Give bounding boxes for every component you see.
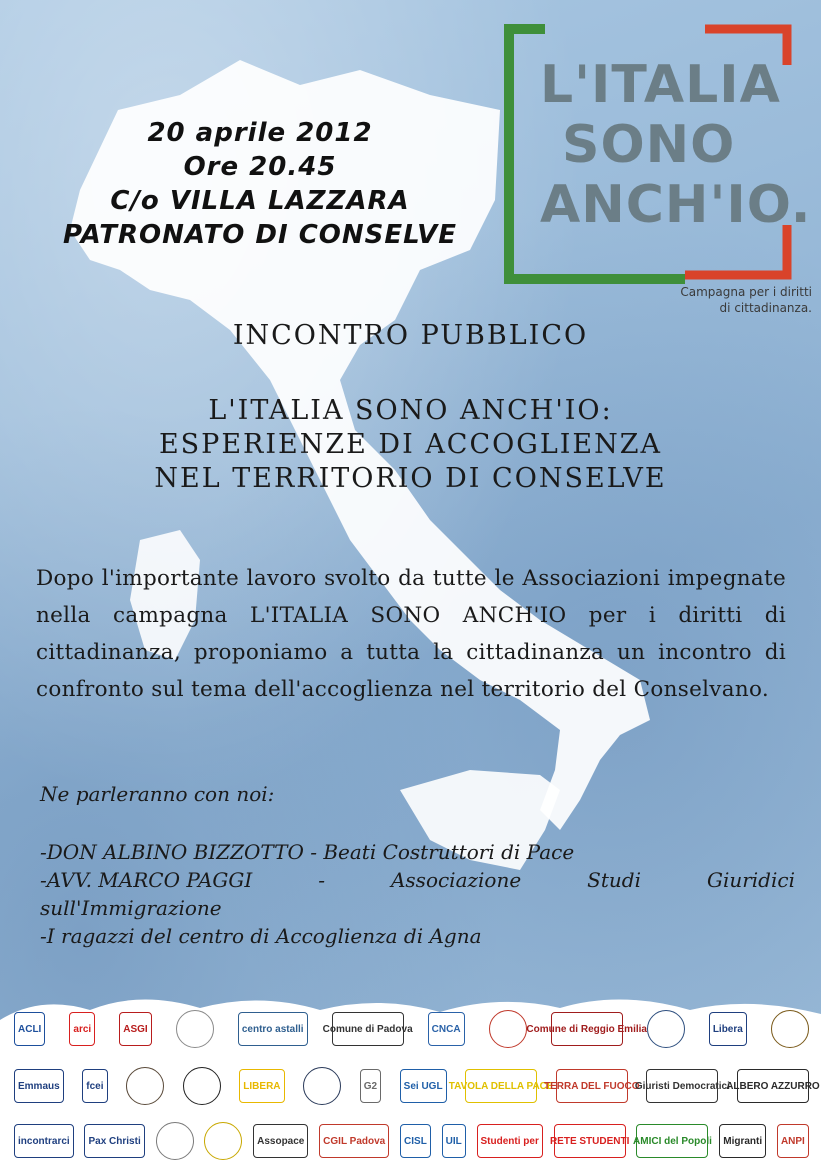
speaker-2-name: -AVV. MARCO PAGGI bbox=[40, 868, 253, 892]
sponsor-logo: TAVOLA DELLA PACE bbox=[465, 1069, 537, 1103]
sponsor-logo bbox=[771, 1010, 809, 1048]
meeting-heading: INCONTRO PUBBLICO bbox=[232, 320, 589, 351]
sponsor-logo: CGIL Padova bbox=[319, 1124, 389, 1158]
sponsor-logo: AMICI del Popoli bbox=[636, 1124, 708, 1158]
title-line-2: ESPERIENZE DI ACCOGLIENZA bbox=[158, 429, 663, 460]
sponsor-logo: Comune di Reggio Emilia bbox=[551, 1012, 623, 1046]
speakers-section bbox=[40, 780, 795, 950]
sponsor-logo bbox=[647, 1010, 685, 1048]
sponsor-logo: CNCA bbox=[428, 1012, 465, 1046]
event-title bbox=[0, 394, 821, 496]
title-line-3: NEL TERRITORIO DI CONSELVE bbox=[154, 463, 667, 494]
sponsor-logo bbox=[489, 1010, 527, 1048]
sponsor-logo bbox=[183, 1067, 221, 1105]
sponsor-logo: ASGI bbox=[119, 1012, 151, 1046]
sponsor-row-3 bbox=[14, 1117, 809, 1165]
speaker-1: -DON ALBINO BIZZOTTO - Beati Costruttori di Pace bbox=[40, 840, 575, 864]
sponsor-logo: Libera bbox=[709, 1012, 747, 1046]
speaker-2-org-word-2: Studi bbox=[587, 868, 641, 892]
sponsor-logo: ALBERO AZZURRO bbox=[737, 1069, 809, 1103]
speaker-2-dash: - bbox=[318, 868, 325, 892]
speaker-2-org-continued: sull'Immigrazione bbox=[40, 896, 222, 920]
sponsor-logo: Giuristi Democratici bbox=[646, 1069, 718, 1103]
speaker-3: -I ragazzi del centro di Accoglienza di Agna bbox=[40, 924, 482, 948]
sponsor-logo: ANPI bbox=[777, 1124, 809, 1158]
sponsor-row-2 bbox=[14, 1062, 820, 1110]
sponsor-logo: incontrarci bbox=[14, 1124, 74, 1158]
sponsor-logo: arci bbox=[69, 1012, 95, 1046]
sponsor-logo: ACLI bbox=[14, 1012, 45, 1046]
speaker-2-org-word-3: Giuridici bbox=[706, 868, 795, 892]
sponsor-logo: fcei bbox=[82, 1069, 107, 1103]
sponsor-logo bbox=[126, 1067, 164, 1105]
sponsor-logo: CISL bbox=[400, 1124, 431, 1158]
sponsor-row-1 bbox=[14, 1005, 809, 1053]
campaign-tagline bbox=[672, 284, 812, 316]
sponsor-logo: LIBERA bbox=[239, 1069, 284, 1103]
sponsor-logo: Pax Christi bbox=[84, 1124, 144, 1158]
sponsor-logo bbox=[156, 1122, 194, 1160]
sponsor-logo: TERRA DEL FUOCO bbox=[556, 1069, 628, 1103]
event-description: Dopo l'importante lavoro svolto da tutte le Associazioni impegnate nella campagna L'ITALIA SONO ANCH'IO per i diritti di cittadinanza, proponiamo a tutta la cittadinanza un incontro di confronto sul tema dell'accoglienza nel territorio del Conselvano. bbox=[36, 566, 786, 702]
event-date: 20 aprile 2012 bbox=[147, 118, 373, 148]
sponsor-logo bbox=[204, 1122, 242, 1160]
sponsor-logo bbox=[176, 1010, 214, 1048]
sponsor-logo: Migranti bbox=[719, 1124, 766, 1158]
sponsor-logo bbox=[303, 1067, 341, 1105]
logo-line-2: SONO bbox=[562, 115, 736, 175]
tagline-line-2: di cittadinanza. bbox=[719, 301, 812, 315]
sponsor-logo: RETE STUDENTI bbox=[554, 1124, 626, 1158]
sponsor-logo: Sei UGL bbox=[400, 1069, 447, 1103]
sponsor-logo: Emmaus bbox=[14, 1069, 64, 1103]
logo-line-3: ANCH'IO. bbox=[540, 175, 812, 235]
event-venue: C/o VILLA LAZZARA bbox=[110, 186, 410, 216]
sponsor-logo: Studenti per bbox=[477, 1124, 543, 1158]
speaker-2 bbox=[40, 866, 795, 894]
sponsor-logo: Comune di Padova bbox=[332, 1012, 404, 1046]
sponsor-logo: G2 bbox=[360, 1069, 381, 1103]
sponsor-logo: Assopace bbox=[253, 1124, 308, 1158]
event-details bbox=[20, 116, 500, 252]
speaker-2-org-word-1: Associazione bbox=[390, 868, 522, 892]
logo-line-1: L'ITALIA bbox=[540, 55, 781, 115]
title-line-1: L'ITALIA SONO ANCH'IO: bbox=[208, 395, 613, 426]
event-time: Ore 20.45 bbox=[183, 152, 337, 182]
campaign-logo-text bbox=[540, 55, 812, 235]
sponsor-logo: UIL bbox=[442, 1124, 466, 1158]
sponsor-logo: centro astalli bbox=[238, 1012, 308, 1046]
speakers-intro: Ne parleranno con noi: bbox=[40, 782, 275, 806]
event-venue-detail: PATRONATO DI CONSELVE bbox=[62, 220, 458, 250]
tagline-line-1: Campagna per i diritti bbox=[680, 285, 812, 299]
